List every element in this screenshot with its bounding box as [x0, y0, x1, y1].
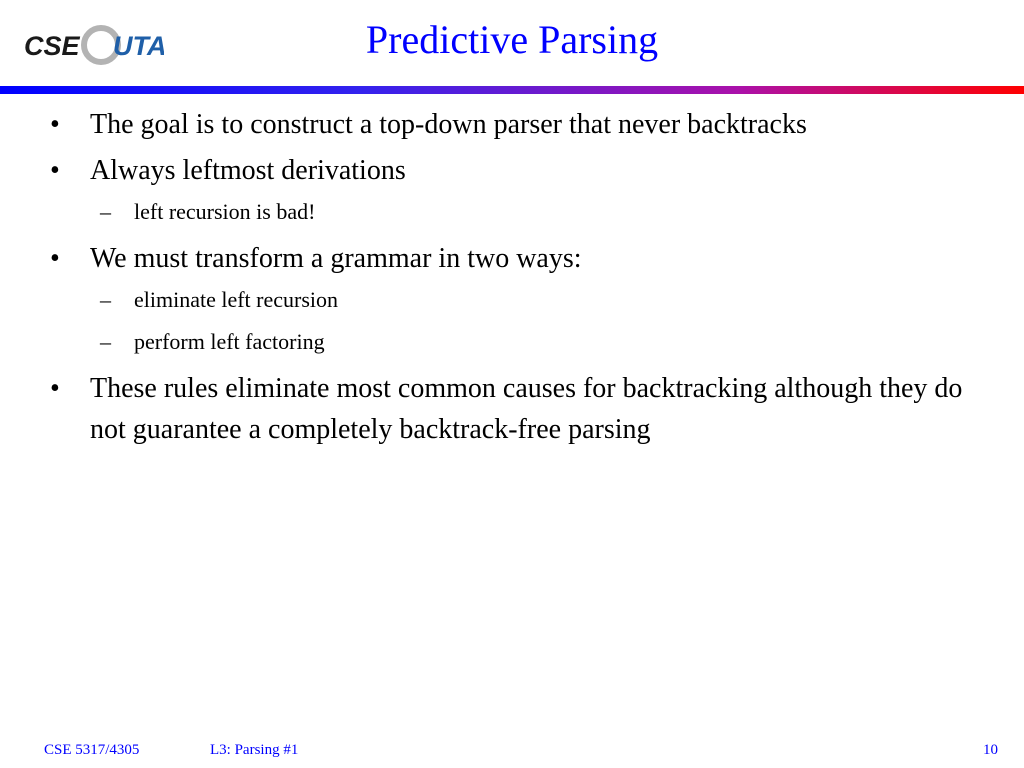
slide-content — [48, 104, 988, 455]
bullet-marker: • — [50, 155, 60, 186]
footer-page-number: 10 — [983, 742, 998, 758]
sub-bullet-text: eliminate left recursion — [134, 287, 339, 312]
dash-marker: – — [100, 199, 111, 224]
bullet-marker: • — [50, 243, 60, 274]
dash-marker: – — [100, 329, 111, 354]
footer-course: CSE 5317/4305 — [44, 742, 140, 758]
bullet-text: We must transform a grammar in two ways: — [90, 243, 582, 274]
sub-bullet-text: left recursion is bad! — [134, 199, 316, 224]
bullet-marker: • — [50, 109, 60, 140]
bullet-text: Always leftmost derivations — [90, 155, 406, 186]
bullet-text: The goal is to construct a top-down parser that never backtracks — [90, 109, 807, 140]
bullet-item — [48, 238, 988, 279]
title-gradient-rule — [0, 86, 1024, 94]
bullet-marker: • — [50, 373, 60, 404]
logo-text-cse: CSE — [24, 31, 80, 61]
footer-lecture: L3: Parsing #1 — [210, 742, 299, 758]
bullet-item — [48, 368, 988, 450]
bullet-text: These rules eliminate most common causes for backtracking although they do not guarantee a completely backtrack-free parsing — [90, 373, 963, 445]
sub-bullet-item — [48, 326, 988, 358]
sub-bullet-item — [48, 284, 988, 316]
logo-text-uta: UTA — [113, 31, 164, 61]
bullet-item — [48, 104, 988, 145]
bullet-item — [48, 150, 988, 191]
sub-bullet-item — [48, 196, 988, 228]
slide-title: Predictive Parsing — [365, 17, 659, 62]
dash-marker: – — [100, 287, 111, 312]
sub-bullet-text: perform left factoring — [134, 329, 325, 354]
